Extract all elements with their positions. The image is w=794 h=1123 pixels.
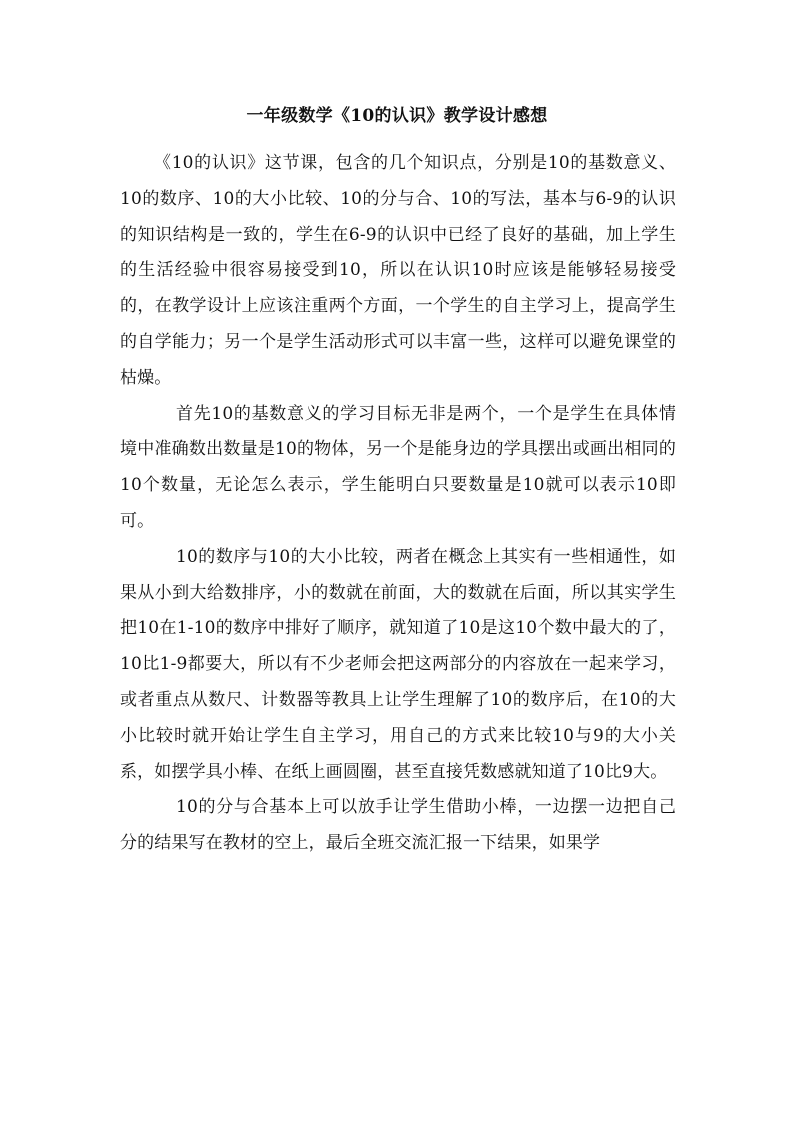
paragraph-decomposition: 10的分与合基本上可以放手让学生借助小棒，一边摆一边把自己分的结果写在教材的空上，最后全班交流汇报一下结果，如果学 bbox=[120, 797, 676, 854]
paragraph-number-order: 10的数序与10的大小比较，两者在概念上其实有一些相通性，如果从小到大给数排序，小的数就在前面，大的数就在后面，所以其实学生把10在1-10的数序中排好了顺序，就知道了10是这10个数中最大的了，10比1-9都要大，所以有不少老师会把这两部分的内容放在一起来学习，或者重点从数尺、计数器等教具上让学生理解了10的数序后，在10的大小比较时就开始让学生自主学习，用自己的方式来比较10与9的大小关系，如摆学具小棒、在纸上画圆圈，甚至直接凭数感就知道了10比9大。 bbox=[120, 546, 676, 782]
document-title: 一年级数学《10的认识》教学设计感想 bbox=[246, 106, 548, 126]
document-body bbox=[120, 146, 676, 862]
paragraph-cardinal-meaning: 首先10的基数意义的学习目标无非是两个，一个是学生在具体情境中准确数出数量是10的物体，另一个是能身边的学具摆出或画出相同的10个数量，无论怎么表示，学生能明白只要数量是10就可以表示10即可。 bbox=[120, 403, 676, 531]
paragraph-intro: 《10的认识》这节课，包含的几个知识点，分别是10的基数意义、10的数序、10的大小比较、10的分与合、10的写法，基本与6-9的认识的知识结构是一致的，学生在6-9的认识中已经了良好的基础，加上学生的生活经验中很容易接受到10，所以在认识10时应该是能够轻易接受的，在教学设计上应该注重两个方面，一个学生的自主学习上，提高学生的自学能力；另一个是学生活动形式可以丰富一些，这样可以避免课堂的枯燥。 bbox=[120, 153, 676, 388]
